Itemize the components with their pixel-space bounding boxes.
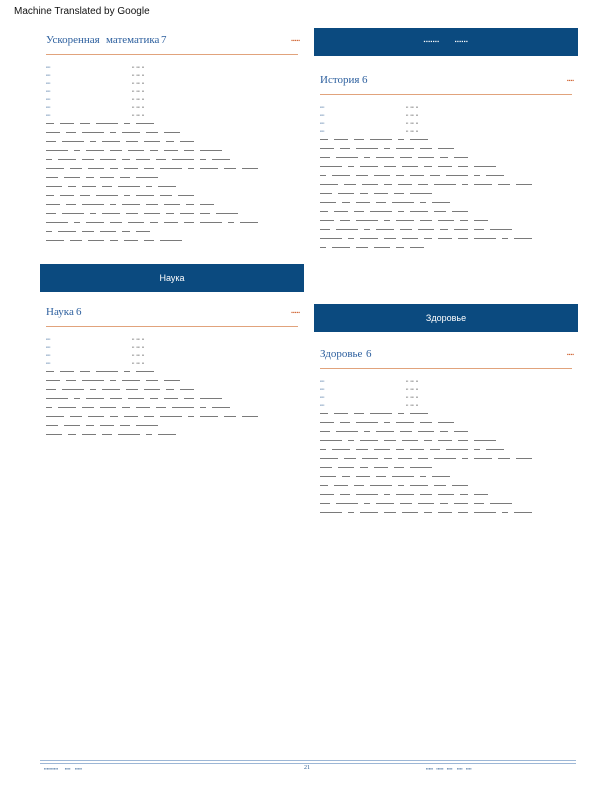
section-meta [46,335,304,367]
health-bar [314,304,578,332]
meta-row: ▪▪▪▪ ▪▪ ▪▪▪ ▪▪ [320,129,418,133]
science-bar-label: Наука [40,264,304,292]
body-text-line [46,209,300,218]
footer-right-text: ▪▪▪▪▪ ▪▪▪▪▪ ▪▪▪▪ ▪▪▪▪ ▪▪▪▪ [426,766,472,771]
meta-row: ▪▪▪▪ ▪▪ ▪▪▪ ▪▪ [320,121,418,125]
body-text-line [320,499,574,508]
section-date: ▪▪▪▪ [566,353,574,358]
meta-row: ▪▪▪▪ ▪▪ ▪▪▪ ▪▪ [46,73,144,77]
footer-rule [40,760,576,761]
section-date: ▪▪▪▪▪ [291,39,300,44]
body-text-line [320,463,574,472]
meta-row: ▪▪▪▪ ▪▪ ▪▪▪ ▪▪ [320,395,418,399]
section-number: 7 [161,34,167,46]
body-text-line [46,412,300,421]
body-text-line [320,472,574,481]
body-text-line [320,216,574,225]
body-text-line [320,189,574,198]
body-text-line [320,490,574,499]
footer-rule-2 [40,763,576,764]
meta-row: ▪▪▪▪ ▪▪ ▪▪▪ ▪▪ [46,65,144,69]
section-meta [320,377,578,409]
section-date: ▪▪▪▪ [566,79,574,84]
body-text-line [46,137,300,146]
page-number: 21 [304,765,310,771]
section-body [46,119,300,245]
body-text-line [46,367,300,376]
body-text-line [320,207,574,216]
section-history [314,74,578,252]
section-title-2: математика [106,34,160,46]
meta-row: ▪▪▪▪ ▪▪ ▪▪▪ ▪▪ [46,89,144,93]
section-body [320,135,574,252]
body-text-line [320,418,574,427]
body-text-line [320,153,574,162]
section-date: ▪▪▪▪▪ [291,311,300,316]
top-right-bar-label: ▪▪▪▪▪▪▪ ▪▪▪▪▪▪ [314,28,578,56]
body-text-line [46,146,300,155]
body-text-line [46,128,300,137]
meta-row: ▪▪▪▪ ▪▪ ▪▪▪ ▪▪ [46,113,144,117]
body-text-line [320,454,574,463]
body-text-line [46,385,300,394]
meta-row: ▪▪▪▪ ▪▪ ▪▪▪ ▪▪ [320,113,418,117]
body-text-line [46,236,300,245]
body-text-line [46,227,300,236]
body-text-line [320,445,574,454]
translation-banner: Machine Translated by Google [14,6,150,17]
body-text-line [320,198,574,207]
meta-row: ▪▪▪▪ ▪▪ ▪▪▪ ▪▪ [46,337,144,341]
section-rule [46,54,298,55]
section-number: 6 [362,74,368,86]
section-meta [46,63,304,119]
body-text-line [320,144,574,153]
body-text-line [320,409,574,418]
meta-row: ▪▪▪▪ ▪▪ ▪▪▪ ▪▪ [320,403,418,407]
section-health [314,348,578,517]
body-text-line [46,403,300,412]
meta-row: ▪▪▪▪ ▪▪ ▪▪▪ ▪▪ [46,353,144,357]
body-text-line [46,394,300,403]
section-rule [320,94,572,95]
meta-row: ▪▪▪▪ ▪▪ ▪▪▪ ▪▪ [46,81,144,85]
body-text-line [46,218,300,227]
body-text-line [46,430,300,439]
meta-row: ▪▪▪▪ ▪▪ ▪▪▪ ▪▪ [46,105,144,109]
body-text-line [46,155,300,164]
meta-row: ▪▪▪▪ ▪▪ ▪▪▪ ▪▪ [46,361,144,365]
body-text-line [46,164,300,173]
section-title: Здоровье [320,348,363,360]
body-text-line [46,200,300,209]
footer-left-text: ▪▪▪▪▪▪▪▪▪▪ ▪▪▪▪ ▪▪▪▪▪ [44,766,83,771]
body-text-line [320,162,574,171]
top-right-bar [314,28,578,56]
meta-row: ▪▪▪▪ ▪▪ ▪▪▪ ▪▪ [320,387,418,391]
body-text-line [320,180,574,189]
body-text-line [320,481,574,490]
section-number: 6 [76,306,82,318]
body-text-line [320,171,574,180]
section-title: Наука [46,306,74,318]
body-text-line [46,421,300,430]
body-text-line [46,376,300,385]
section-body [320,409,574,517]
body-text-line [320,135,574,144]
body-text-line [320,508,574,517]
meta-row: ▪▪▪▪ ▪▪ ▪▪▪ ▪▪ [46,97,144,101]
body-text-line [46,182,300,191]
health-bar-label: Здоровье [314,304,578,332]
section-body [46,367,300,439]
section-title: Ускоренная [46,34,100,46]
body-text-line [46,173,300,182]
body-text-line [320,436,574,445]
meta-row: ▪▪▪▪ ▪▪ ▪▪▪ ▪▪ [320,105,418,109]
section-number: 6 [366,348,372,360]
science-bar [40,264,304,292]
section-rule [46,326,298,327]
body-text-line [320,234,574,243]
body-text-line [320,225,574,234]
section-accelerated-math [40,28,304,245]
section-rule [320,368,572,369]
body-text-line [46,119,300,128]
section-science [40,306,304,439]
body-text-line [320,427,574,436]
meta-row: ▪▪▪▪ ▪▪ ▪▪▪ ▪▪ [46,345,144,349]
section-title: История [320,74,360,86]
section-meta [320,103,578,135]
meta-row: ▪▪▪▪ ▪▪ ▪▪▪ ▪▪ [320,379,418,383]
body-text-line [320,243,574,252]
body-text-line [46,191,300,200]
